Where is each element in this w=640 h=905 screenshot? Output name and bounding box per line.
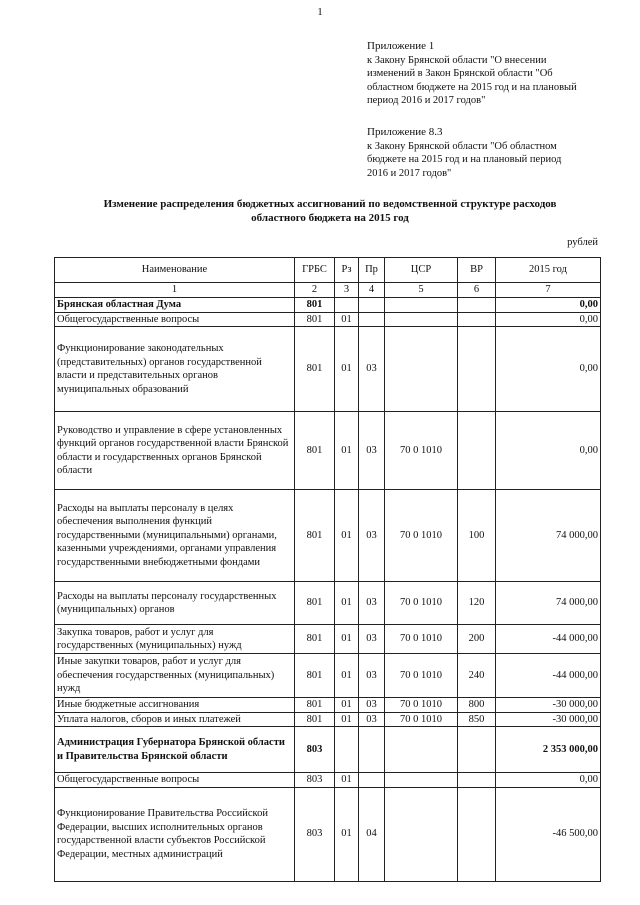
column-number: 3: [335, 283, 359, 298]
row-rz: 01: [335, 698, 359, 713]
column-header-grbs: ГРБС: [295, 258, 335, 283]
row-pr: 03: [359, 712, 385, 727]
table-row: [55, 698, 601, 713]
row-rz: 01: [335, 327, 359, 412]
row-csr: [385, 727, 458, 773]
appendix-2-block: [367, 126, 607, 180]
row-vr: 200: [458, 625, 496, 654]
row-pr: 03: [359, 490, 385, 582]
column-number: 7: [496, 283, 601, 298]
row-pr: [359, 312, 385, 327]
row-name: Общегосударственные вопросы: [55, 773, 295, 788]
row-csr: [385, 773, 458, 788]
row-grbs: 801: [295, 412, 335, 490]
column-number: 2: [295, 283, 335, 298]
appendix-1-title: Приложение 1: [367, 40, 435, 52]
appendix-2-line: к Закону Брянской области "Об областном: [367, 140, 557, 152]
row-grbs: 801: [295, 582, 335, 625]
row-grbs: 801: [295, 712, 335, 727]
appendix-1-line: к Закону Брянской области "О внесении: [367, 54, 547, 66]
table-row: [55, 787, 601, 881]
row-rz: [335, 298, 359, 313]
row-amount: -30 000,00: [496, 712, 601, 727]
appendix-2-title: Приложение 8.3: [367, 126, 443, 138]
row-amount: -46 500,00: [496, 787, 601, 881]
row-name: Руководство и управление в сфере установленных функций органов государственной власти Брянской области и государственных органов Брянской области: [55, 412, 295, 490]
row-pr: [359, 298, 385, 313]
row-vr: [458, 787, 496, 881]
column-header-rz: Рз: [335, 258, 359, 283]
table-row: [55, 654, 601, 698]
row-rz: 01: [335, 582, 359, 625]
column-header-year: 2015 год: [496, 258, 601, 283]
table-row: [55, 312, 601, 327]
table-row: [55, 625, 601, 654]
row-vr: 120: [458, 582, 496, 625]
row-name: Администрация Губернатора Брянской области и Правительства Брянской области: [55, 727, 295, 773]
row-rz: [335, 727, 359, 773]
row-grbs: 801: [295, 654, 335, 698]
appendix-1-block: [367, 40, 607, 108]
row-vr: [458, 327, 496, 412]
row-vr: [458, 412, 496, 490]
column-header-csr: ЦСР: [385, 258, 458, 283]
row-amount: 0,00: [496, 298, 601, 313]
column-header-name: Наименование: [55, 258, 295, 283]
row-name: Общегосударственные вопросы: [55, 312, 295, 327]
row-csr: 70 0 1010: [385, 712, 458, 727]
document-title: [60, 197, 600, 225]
row-csr: [385, 327, 458, 412]
row-name: Уплата налогов, сборов и иных платежей: [55, 712, 295, 727]
row-name: Расходы на выплаты персоналу государственных (муниципальных) органов: [55, 582, 295, 625]
row-amount: 0,00: [496, 773, 601, 788]
row-vr: [458, 727, 496, 773]
page-number: 1: [317, 6, 323, 18]
column-number: 1: [55, 283, 295, 298]
column-number: 6: [458, 283, 496, 298]
row-grbs: 801: [295, 625, 335, 654]
row-csr: [385, 312, 458, 327]
appendix-1-line: период 2016 и 2017 годов": [367, 95, 486, 107]
row-rz: 01: [335, 412, 359, 490]
row-amount: 0,00: [496, 412, 601, 490]
appendix-1-line: областном бюджете на 2015 год и на плановый: [367, 81, 577, 93]
budget-table: [54, 257, 601, 882]
row-name: Функционирование законодательных (представительных) органов государственной власти и представительных органов муниципальных образований: [55, 327, 295, 412]
table-row: [55, 490, 601, 582]
row-grbs: 801: [295, 490, 335, 582]
table-row: [55, 327, 601, 412]
document-title-line-1: Изменение распределения бюджетных ассигнований по ведомственной структуре расходов: [103, 198, 557, 210]
row-pr: 03: [359, 654, 385, 698]
row-grbs: 801: [295, 312, 335, 327]
row-amount: 74 000,00: [496, 490, 601, 582]
document-title-line-2: областного бюджета на 2015 год: [251, 212, 409, 224]
row-name: Закупка товаров, работ и услуг для государственных (муниципальных) нужд: [55, 625, 295, 654]
row-name: Брянская областная Дума: [55, 298, 295, 313]
row-name: Иные закупки товаров, работ и услуг для обеспечения государственных (муниципальных) нужд: [55, 654, 295, 698]
row-pr: [359, 773, 385, 788]
row-amount: 0,00: [496, 327, 601, 412]
appendix-2-line: 2016 и 2017 годов": [367, 167, 452, 179]
column-number-row: [55, 283, 601, 298]
row-rz: 01: [335, 625, 359, 654]
row-pr: 03: [359, 698, 385, 713]
row-amount: 74 000,00: [496, 582, 601, 625]
row-pr: 03: [359, 625, 385, 654]
row-csr: 70 0 1010: [385, 654, 458, 698]
row-amount: -44 000,00: [496, 625, 601, 654]
row-vr: [458, 312, 496, 327]
row-amount: -44 000,00: [496, 654, 601, 698]
column-header-pr: Пр: [359, 258, 385, 283]
row-csr: [385, 298, 458, 313]
column-header-vr: ВР: [458, 258, 496, 283]
row-grbs: 801: [295, 327, 335, 412]
row-rz: 01: [335, 490, 359, 582]
table-row: [55, 298, 601, 313]
table-row: [55, 582, 601, 625]
row-rz: 01: [335, 312, 359, 327]
row-name: Функционирование Правительства Российской Федерации, высших исполнительных органов государственной власти субъектов Российской Федерации, местных администраций: [55, 787, 295, 881]
row-pr: 03: [359, 582, 385, 625]
row-pr: 04: [359, 787, 385, 881]
row-name: Иные бюджетные ассигнования: [55, 698, 295, 713]
table-row: [55, 773, 601, 788]
row-grbs: 803: [295, 773, 335, 788]
row-vr: 240: [458, 654, 496, 698]
row-vr: [458, 298, 496, 313]
row-amount: 0,00: [496, 312, 601, 327]
column-number: 4: [359, 283, 385, 298]
row-grbs: 803: [295, 727, 335, 773]
row-csr: 70 0 1010: [385, 490, 458, 582]
row-rz: 01: [335, 654, 359, 698]
row-amount: -30 000,00: [496, 698, 601, 713]
row-vr: 100: [458, 490, 496, 582]
row-vr: 800: [458, 698, 496, 713]
currency-unit: рублей: [567, 237, 598, 248]
row-csr: 70 0 1010: [385, 412, 458, 490]
row-rz: 01: [335, 712, 359, 727]
row-grbs: 801: [295, 698, 335, 713]
row-vr: 850: [458, 712, 496, 727]
row-csr: 70 0 1010: [385, 625, 458, 654]
row-name: Расходы на выплаты персоналу в целях обеспечения выполнения функций государственными (муниципальными) органами, казенными учреждениями, органами управления государственными внебюджетными фондами: [55, 490, 295, 582]
table-row: [55, 712, 601, 727]
row-grbs: 803: [295, 787, 335, 881]
column-number: 5: [385, 283, 458, 298]
appendix-2-line: бюджете на 2015 год и на плановый период: [367, 154, 562, 166]
row-pr: 03: [359, 412, 385, 490]
row-grbs: 801: [295, 298, 335, 313]
appendix-1-line: изменений в Закон Брянской области "Об: [367, 68, 553, 80]
table-row: [55, 412, 601, 490]
table-row: [55, 727, 601, 773]
row-pr: [359, 727, 385, 773]
row-csr: [385, 787, 458, 881]
row-rz: 01: [335, 787, 359, 881]
row-csr: 70 0 1010: [385, 698, 458, 713]
row-rz: 01: [335, 773, 359, 788]
row-csr: 70 0 1010: [385, 582, 458, 625]
row-vr: [458, 773, 496, 788]
row-pr: 03: [359, 327, 385, 412]
table-header-row: [55, 258, 601, 283]
row-amount: 2 353 000,00: [496, 727, 601, 773]
